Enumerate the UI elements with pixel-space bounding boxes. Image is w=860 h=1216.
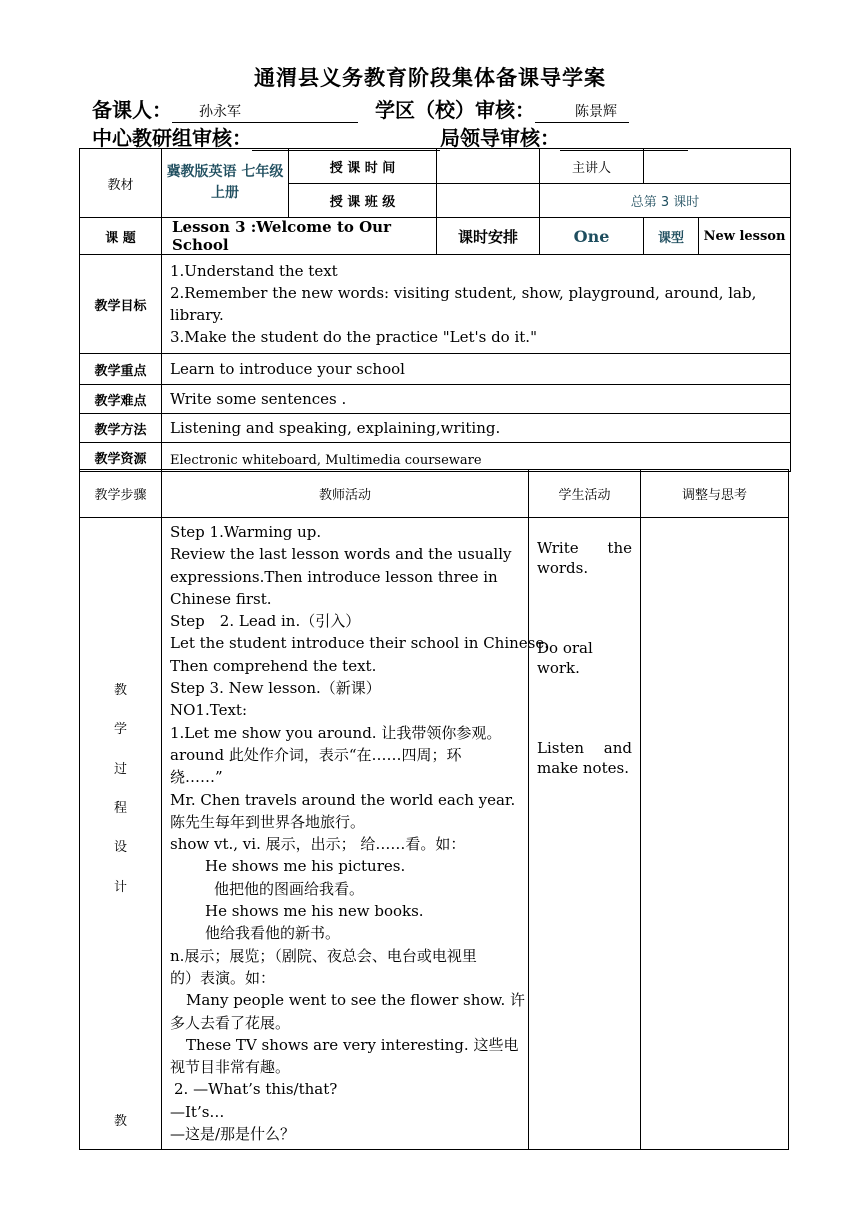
teacher-line: 绕……”	[170, 768, 223, 787]
side-char: 学	[113, 722, 127, 737]
goal-item: 1.Understand the text	[170, 262, 338, 280]
header-row-1	[92, 94, 629, 123]
teacher-line: 视节目非常有趣。	[170, 1058, 291, 1077]
teacher-line: NO1.Text:	[170, 701, 247, 720]
time-value[interactable]	[437, 149, 540, 184]
speaker-label: 主讲人	[540, 149, 644, 184]
teacher-line: 1.Let me show you around. 让我带领你参观。	[170, 723, 502, 742]
student-activity	[529, 518, 641, 1150]
side-char: 设	[113, 840, 127, 855]
teacher-line: 他把他的图画给我看。	[214, 879, 365, 898]
teacher-line: He shows me his new books.	[205, 902, 424, 921]
teacher-line: around 此处作介词，表示“在……四周；环	[170, 745, 462, 764]
teacher-line: 的）表演。如：	[170, 968, 276, 987]
schedule-label: 课时安排	[437, 218, 540, 255]
goal-item: 2.Remember the new words: visiting student, show, playground, around, lab, library.	[170, 284, 757, 324]
time-label: 授 课 时 间	[289, 149, 437, 184]
teacher-line: show vt., vi. 展示，出示； 给……看。如：	[170, 835, 466, 854]
textbook-label: 教材	[80, 149, 162, 218]
period-total: 总第 3 课时	[540, 184, 791, 218]
teacher-line: Step 2. Lead in.（引入）	[170, 612, 361, 631]
side-char: 教	[113, 683, 127, 698]
topic-label: 课 题	[80, 218, 162, 255]
resource-value: Electronic whiteboard, Multimedia courseware	[162, 443, 791, 472]
side-char: 过	[113, 762, 127, 777]
teacher-header: 教师活动	[162, 470, 529, 518]
schedule-value: One	[540, 218, 644, 255]
method-label: 教学方法	[80, 414, 162, 443]
side-char: 教	[113, 1114, 127, 1129]
key-value: Learn to introduce your school	[162, 354, 791, 385]
student-activity-item: Do oral work.	[537, 639, 593, 677]
topic-value: Lesson 3 :Welcome to Our School	[162, 218, 437, 255]
difficulty-label: 教学难点	[80, 385, 162, 414]
preparer-name: 孙永军	[199, 104, 241, 120]
teacher-line: Step 1.Warming up.	[170, 523, 322, 541]
resource-label: 教学资源	[80, 443, 162, 472]
center-label: 中心教研组审核：	[92, 126, 252, 150]
preparer-label: 备课人：	[92, 98, 172, 122]
process-table	[79, 469, 789, 1150]
student-activity-item-cont: make notes.	[537, 759, 629, 777]
teacher-line: These TV shows are very interesting. 这些电	[186, 1035, 519, 1054]
teacher-activity	[162, 518, 550, 1150]
steps-header: 教学步骤	[80, 470, 162, 518]
teacher-line: —这是/那是什么？	[170, 1125, 296, 1144]
document-title: 通渭县义务教育阶段集体备课导学案	[254, 66, 606, 90]
goals-list	[162, 255, 791, 354]
reflect-cell[interactable]	[641, 518, 789, 1150]
teacher-line: 多人去看了花展。	[170, 1013, 291, 1032]
teacher-line: He shows me his pictures.	[205, 857, 406, 876]
type-label: 课型	[644, 218, 699, 255]
preparer-field[interactable]	[172, 98, 358, 123]
key-label: 教学重点	[80, 354, 162, 385]
textbook-value: 冀教版英语 七年级上册	[162, 149, 289, 218]
speaker-value[interactable]	[644, 149, 791, 184]
teacher-line: —It’s…	[170, 1102, 225, 1121]
student-activity-item: Listen and	[537, 739, 632, 757]
side-char: 计	[113, 880, 127, 895]
teacher-line: Review the last lesson words and the usually	[170, 545, 512, 564]
type-value: New lesson	[699, 218, 791, 255]
student-activity-item: Write the	[537, 539, 632, 557]
lesson-info-table	[79, 148, 791, 472]
teacher-line: Mr. Chen travels around the world each year.	[170, 790, 516, 809]
teacher-line: n.展示；展览；（剧院、夜总会、电台或电视里	[170, 946, 477, 965]
teacher-line: 2. —What’s this/that?	[174, 1080, 338, 1099]
bureau-label: 局领导审核：	[440, 126, 560, 150]
teacher-line: Let the student introduce their school in Chinese.	[170, 634, 550, 653]
teacher-line: Many people went to see the flower show. 许	[186, 991, 525, 1010]
goal-item: 3.Make the student do the practice "Let's do it."	[170, 328, 537, 346]
class-label: 授 课 班 级	[289, 184, 437, 218]
district-field[interactable]	[535, 98, 629, 123]
teacher-line: expressions.Then introduce lesson three in	[170, 567, 498, 586]
side-char: 程	[113, 801, 127, 816]
teacher-line: Then comprehend the text.	[170, 656, 377, 675]
teacher-line: 他给我看他的新书。	[205, 924, 341, 943]
teacher-line: Step 3. New lesson.（新课）	[170, 679, 381, 698]
teacher-line: 陈先生每年到世界各地旅行。	[170, 812, 366, 831]
district-label: 学区（校）审核：	[374, 98, 535, 122]
goals-label: 教学目标	[80, 255, 162, 354]
district-name: 陈景辉	[574, 104, 617, 120]
teacher-line: Chinese first.	[170, 589, 272, 608]
student-activity-item-cont: words.	[537, 559, 589, 577]
reflect-header: 调整与思考	[641, 470, 789, 518]
class-value[interactable]	[437, 184, 540, 218]
student-header: 学生活动	[529, 470, 641, 518]
process-side-label	[80, 518, 162, 1150]
method-value: Listening and speaking, explaining,writing.	[162, 414, 791, 443]
difficulty-value: Write some sentences .	[162, 385, 791, 414]
header-row-2	[92, 122, 688, 151]
